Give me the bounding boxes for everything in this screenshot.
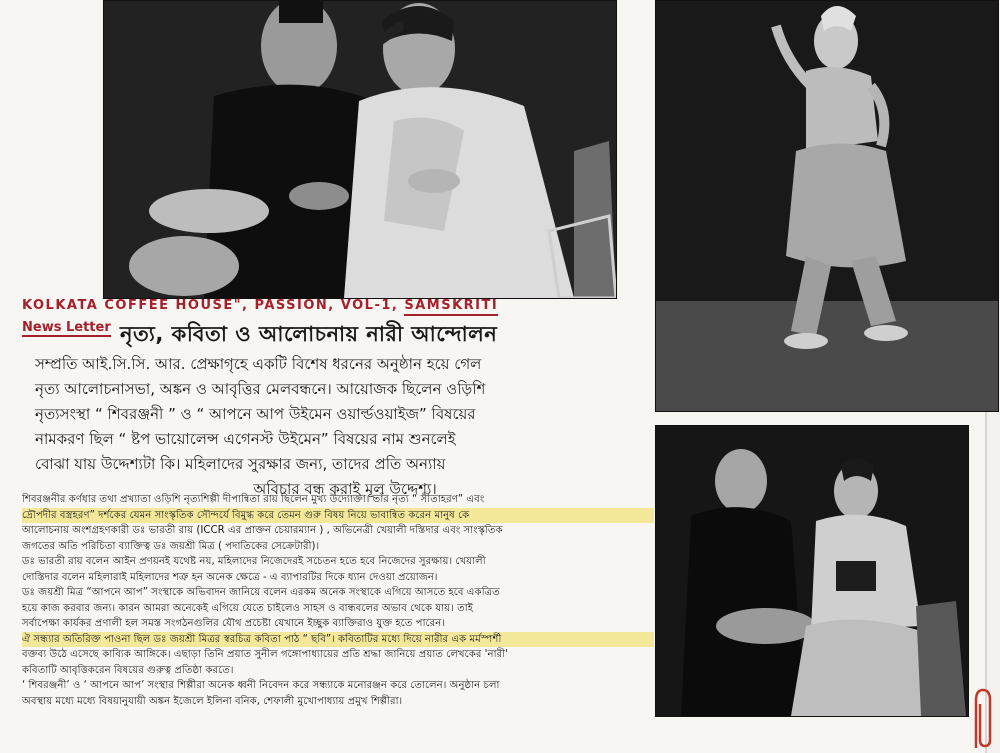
paper-clip-icon xyxy=(968,686,994,750)
photo-dancer-image xyxy=(656,1,998,411)
body-line: আলোচনায় অংশগ্রহণকারী ডঃ ভারতী রায় (ICCR এর প্রাক্তন চেয়ারম্যান ) , অভিনেত্রী খেয়ালী দস্তিদার এবং সাংস্কৃতিক xyxy=(22,525,503,536)
body-line: দ্রৌপদীর বস্ত্রহরণ” দর্শকের যেমন সাংস্কৃতিক সৌন্দর্যে বিমুগ্ধ করে তেমন গুরু বিষয় নিয়ে ভাবান্বিত করেন মানুষ কে xyxy=(22,508,654,524)
handwritten-source-note xyxy=(22,298,498,313)
lead-line: বোঝা যায় উদ্দেশ্যটা কি। মহিলাদের সুরক্ষার জন্য, তাদের প্রতি অন্যায় xyxy=(35,455,446,473)
lead-line: অবিচার বন্ধ করাই মূল উদ্দেশ্য। xyxy=(253,480,437,498)
body-line: ‘ শিবরঞ্জনী’ ও ‘ আপনে আপ’ সংস্থার শিল্পীরা অনেক ধ্বনী নিবেদন করে সন্ধ্যাকে মনোরঞ্জন করে তোলেন। অনুষ্ঠান চলা xyxy=(22,680,500,691)
lead-line: সম্প্রতি আই.সি.সি. আর. প্রেক্ষাগৃহে একটি বিশেষ ধরনের অনুষ্ঠান হয়ে গেল xyxy=(35,355,482,373)
lead-line: নৃত্যসংস্থা “ শিবরঞ্জনী ” ও “ আপনে আপ উইমেন ওয়ার্ল্ডওয়াইজ” বিষয়ের xyxy=(35,405,476,423)
article-headline: নৃত্য, কবিতা ও আলোচনায় নারী আন্দোলন xyxy=(120,322,498,346)
body-line: সর্বাপেক্ষা কার্যকর প্রণালী হল সমস্ত সংগঠনগুলির যৌথ প্রচেষ্টা যেখানে ইচ্ছুক ব্যাক্তিরাও যুক্ত হতে পারেন। xyxy=(22,618,445,629)
body-line: ডঃ ভারতী রায় বলেন আইন প্রণয়নই যথেষ্ট নয়, মহিলাদের নিজেদেরই সচেতন হতে হবে নিজেদের সুরক্ষায়। খেয়ালী xyxy=(22,556,486,567)
lead-line: নৃত্য আলোচনাসভা, অঙ্কন ও আবৃত্তির মেলবন্ধনে। আয়োজক ছিলেন ওড়িশি xyxy=(35,380,486,398)
body-line: জগতের অতি পরিচিতা ব্যাক্তিত্ব ডঃ জয়শ্রী মিত্র ( পদাতিকের সেক্রেটারী)। xyxy=(22,540,320,552)
photo-dancer xyxy=(655,0,999,412)
lead-line: নামকরণ ছিল “ ষ্টপ ভায়োলেন্স এগেনস্ট উইমেন” বিষয়ের নাম শুনলেই xyxy=(35,430,456,448)
photo-speakers xyxy=(103,0,617,299)
photo-seated-duo-image xyxy=(656,426,968,716)
body-line: বক্তব্য উঠে এসেছে কাব্যিক আঙ্গিকে। এছাড়া তিনি প্রয়াত সুনীল গঙ্গোপাধ্যায়ের প্রতি শ্রদ্ধা জানিয়ে প্রয়াত লেখকের 'নারী' xyxy=(22,649,508,660)
body-line: কবিতাটি আবৃত্তিকরেন বিষয়ের গুরুত্ব প্রতিষ্ঠা করতে। xyxy=(22,664,234,676)
article-body xyxy=(22,492,654,709)
body-line: অবস্থায় মধ্যে মধ্যে বিষয়ানুযায়ী অঙ্কন ইজেলে ইলিনা বনিক, শেফালী মুখোপাধ্যায় প্রমুখ শিল্পীরা। xyxy=(22,695,403,707)
photo-speakers-image xyxy=(104,1,616,298)
body-line: ডঃ জয়শ্রী মিত্র “আপনে আপ” সংস্থাকে অভিবাদন জানিয়ে বলেন এরকম অনেক সংস্থাকে এগিয়ে আসতে হবে একত্রিত xyxy=(22,587,500,598)
photo-seated-duo xyxy=(655,425,969,717)
handwritten-samskriti: SAMSKRITI xyxy=(404,298,498,316)
body-line: হয়ে কাজ করবার জন্য। কারন আমরা অনেকেই এগিয়ে যেতে চাইলেও সাহস ও বান্ধবলের অভাব থেকে যায়। তাই xyxy=(22,602,473,614)
handwritten-source-line: KOLKATA COFFEE HOUSE", PASSION, VOL-1, xyxy=(22,298,405,313)
body-line: ঐ সন্ধ্যার অতিরিক্ত পাওনা ছিল ডঃ জয়শ্রী মিত্রর স্বরচিত্র কবিতা পাঠ “ ছবি”। কবিতাটির মধ্যে দিয়ে নারীর এক মর্মস্পর্শী xyxy=(22,632,654,648)
article-lead xyxy=(35,352,655,502)
body-line: দোস্তিদার বলেন মহিলারাই মহিলাদের শত্রু হন অনেক ক্ষেত্রে - এ ব্যাপারটির দিকে ধ্যান দেওয়া প্রয়োজন। xyxy=(22,571,438,583)
body-line: শিবরঞ্জনীর কর্ণধার তথা প্রখ্যাতা ওড়িশি নৃত্যশিল্পী দীপান্বিতা রায় ছিলেন মুখ্য উদ্যোক্তা। তাঁর নৃত্য “ সীতাহরণ” এবং xyxy=(22,494,485,505)
handwritten-newsletter: News Letter xyxy=(22,320,111,335)
